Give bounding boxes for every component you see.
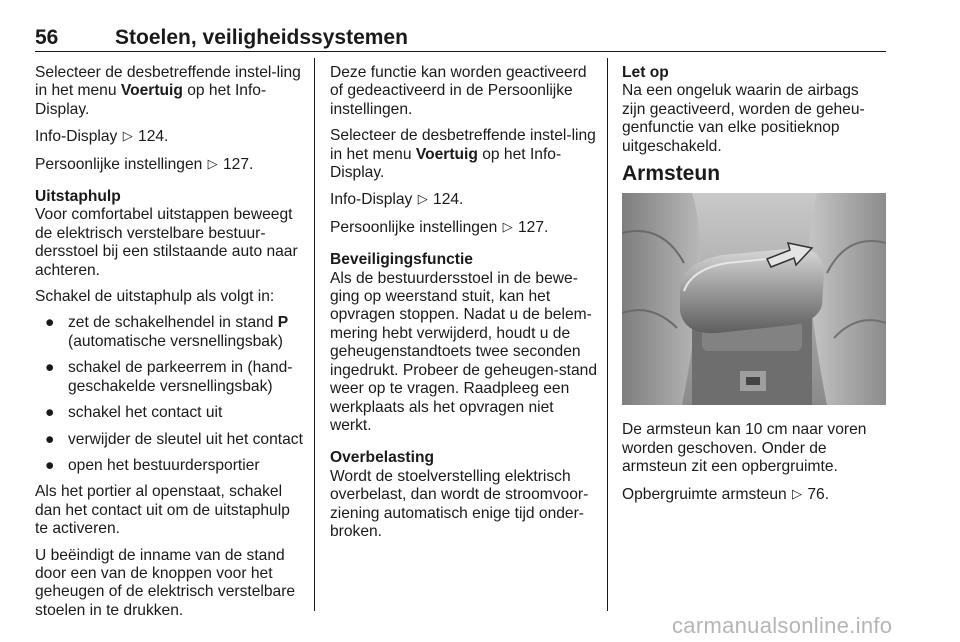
- list-item: ● zet de schakelhendel in stand P (automatische versnellingsbak): [45, 314, 289, 350]
- subheading: Beveiligingsfunctie: [330, 251, 473, 269]
- column-divider: [314, 58, 315, 611]
- reference-arrow-icon: ▷: [122, 128, 133, 144]
- reference-arrow-icon: ▷: [792, 485, 803, 501]
- reference-arrow-icon: ▷: [207, 155, 218, 171]
- list-item: ● open het bestuurdersportier: [45, 456, 260, 474]
- note-heading: Let op: [622, 64, 669, 81]
- cross-reference[interactable]: Persoonlijke instellingen ▷ 127.: [35, 155, 254, 173]
- reference-arrow-icon: ▷: [502, 218, 513, 234]
- list-item: ● verwijder de sleutel uit het contact: [45, 430, 303, 448]
- bullet-icon: ●: [45, 359, 55, 377]
- menu-name: Voertuig: [415, 145, 478, 163]
- overbelasting-section: Overbelasting Wordt de stoelverstelling elektrisch overbelast, dan wordt de stroomvoor-ziening automatisch enige tijd onder-broken.: [330, 449, 598, 541]
- cross-reference[interactable]: Info-Display ▷ 124.: [35, 128, 169, 146]
- paragraph: Selecteer de desbetreffende instel-ling in het menu Voertuig op het Info-Display.: [35, 64, 301, 118]
- subheading: Uitstaphulp: [35, 188, 121, 206]
- watermark: carmanualsonline.info: [672, 613, 893, 638]
- page-header: [35, 22, 886, 52]
- paragraph: Als het portier al openstaat, schakel dan het contact uit om de uitstaphulp te activeren.: [35, 483, 290, 538]
- beveiligingsfunctie-section: Beveiligingsfunctie Als de bestuurdersstoel in de bewe-ging op weerstand stuit, kan het opvragen stoppen. Nadat u de belem-mering hebt verwijderd, houdt u de geheugenstandtoets twee seconden ingedrukt. Probeer de geheugen-stand weer op te vragen. Raadpleeg een werkplaats als het opvragen niet werkt.: [330, 251, 598, 434]
- list-item: ● schakel het contact uit: [45, 404, 223, 422]
- bullet-icon: ●: [45, 430, 55, 448]
- menu-name: Voertuig: [120, 82, 183, 100]
- paragraph: Schakel de uitstaphulp als volgt in:: [35, 288, 275, 306]
- paragraph: U beëindigt de inname van de stand door een van de knoppen voor het geheugen of de elektrisch verstelbare stoelen in te drukken.: [35, 546, 296, 619]
- cross-reference[interactable]: Persoonlijke instellingen ▷ 127.: [330, 218, 549, 236]
- armrest-illustration: [622, 193, 886, 405]
- paragraph: De armsteun kan 10 cm naar voren worden geschoven. Onder de armsteun zit een opbergruimte.: [622, 421, 867, 476]
- bullet-icon: ●: [45, 314, 55, 332]
- column-divider: [607, 58, 608, 611]
- list-item: ● schakel de parkeerrem in (hand-geschakelde versnellingsbak): [45, 359, 293, 395]
- note-box: Let op Na een ongeluk waarin de airbags zijn geactiveerd, worden de geheu-genfunctie van elke positieknop uitgeschakeld.: [622, 64, 886, 156]
- cross-reference[interactable]: Opbergruimte armsteun ▷ 76.: [622, 485, 830, 503]
- chapter-title: Stoelen, veiligheidssystemen: [115, 26, 408, 49]
- cross-reference[interactable]: Info-Display ▷ 124.: [330, 191, 464, 209]
- armrest-photo-icon: [622, 193, 886, 405]
- column-1: [35, 64, 303, 628]
- bullet-icon: ●: [45, 456, 55, 474]
- bullet-icon: ●: [45, 404, 55, 422]
- bullet-list: [35, 314, 303, 475]
- paragraph: Deze functie kan worden geactiveerd of gedeactiveerd in de Persoonlijke instellingen.: [330, 64, 587, 118]
- section-title: Armsteun: [622, 162, 721, 186]
- uitstaphulp-section: Uitstaphulp Voor comfortabel uitstappen beweegt de elektrisch verstelbare bestuur-dersstoel bij een stilstaande auto naar achteren.: [35, 188, 303, 280]
- column-2: [330, 64, 598, 549]
- reference-arrow-icon: ▷: [417, 191, 428, 207]
- paragraph: Selecteer de desbetreffende instel-ling in het menu Voertuig op het Info-Display.: [330, 127, 596, 182]
- subheading: Overbelasting: [330, 449, 434, 467]
- page-number: 56: [35, 26, 59, 49]
- column-3: [622, 64, 886, 512]
